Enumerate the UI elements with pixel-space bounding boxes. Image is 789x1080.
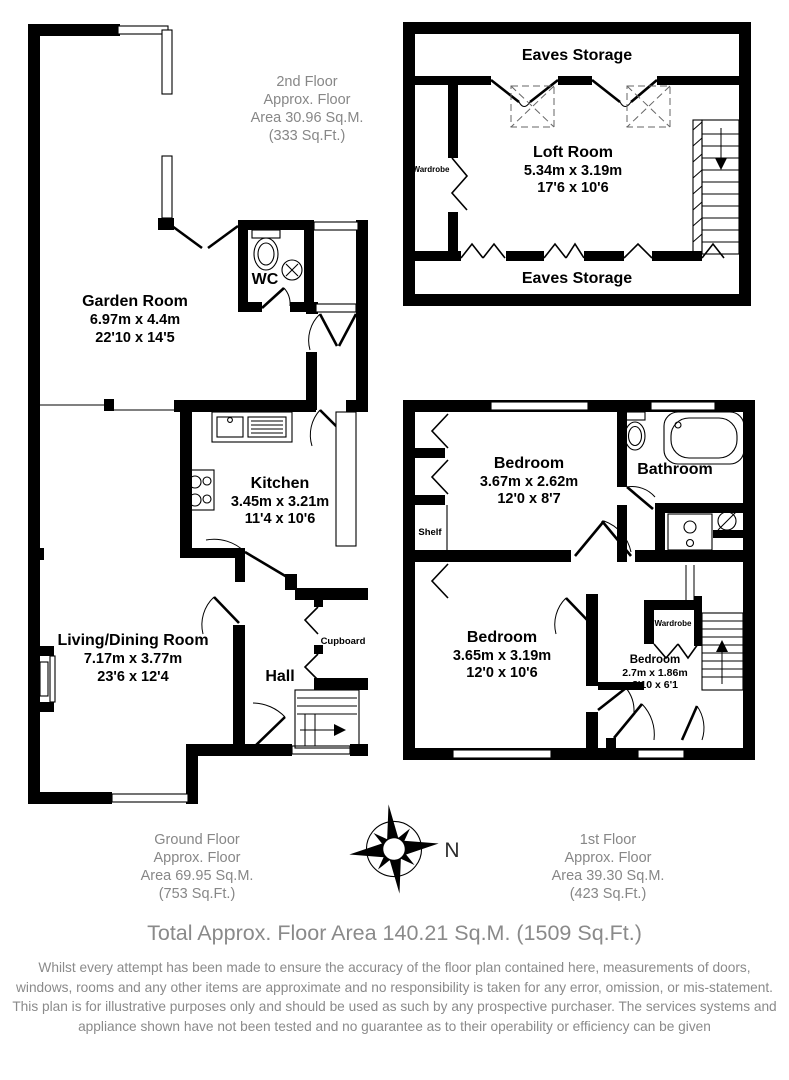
stairs-up-arrow-icon xyxy=(334,724,346,736)
stairs-up-arrow-icon xyxy=(716,640,728,652)
first-floor-windows xyxy=(453,402,715,758)
room-label-loft-wardrobe: Wardrobe xyxy=(412,165,450,174)
worktop-icon xyxy=(336,412,356,546)
sink-unit-icon xyxy=(212,412,292,442)
loft-wardrobe-door xyxy=(452,158,467,210)
total-floor-area: Total Approx. Floor Area 140.21 Sq.M. (1509 Sq.Ft.) xyxy=(147,921,642,945)
second-floor-stairs xyxy=(693,120,739,254)
first-floor-plan xyxy=(403,400,755,760)
floor-label-line: Approx. Floor xyxy=(153,850,241,866)
toilet-icon xyxy=(252,230,280,270)
room-label-living-dining: Living/Dining Room xyxy=(57,632,209,649)
floor-label-line: Ground Floor xyxy=(154,832,240,848)
room-label-loft-room: Loft Room xyxy=(533,144,613,161)
room-dim-loft-imperial: 17'6 x 10'6 xyxy=(537,180,609,196)
room-label-eaves-storage-top: Eaves Storage xyxy=(521,47,633,64)
room-label-wc: WC xyxy=(251,271,279,288)
floor-label-line: 1st Floor xyxy=(579,832,637,848)
water-tank-icon xyxy=(668,514,712,550)
room-dim-garden-room-metric: 6.97m x 4.4m xyxy=(89,312,181,328)
room-dim-kitchen-imperial: 11'4 x 10'6 xyxy=(244,511,316,527)
room-label-bedroom-2: Bedroom xyxy=(466,629,538,646)
room-dim-living-metric: 7.17m x 3.77m xyxy=(83,651,183,667)
second-floor-plan xyxy=(403,22,751,306)
room-label-garden-room: Garden Room xyxy=(82,293,188,310)
room-dim-bedroom-2-metric: 3.65m x 3.19m xyxy=(452,648,552,664)
room-dim-bedroom-1-metric: 3.67m x 2.62m xyxy=(479,474,579,490)
room-dim-garden-room-imperial: 22'10 x 14'5 xyxy=(95,330,175,346)
skylight-icon xyxy=(511,86,554,127)
north-label: N xyxy=(444,839,460,862)
basin-icon xyxy=(718,512,736,530)
ground-floor-room-labels xyxy=(57,271,365,685)
ground-floor-area-label xyxy=(141,832,254,902)
room-label-cupboard: Cupboard xyxy=(320,636,366,647)
floor-label-line: Area 69.95 Sq.M. xyxy=(140,868,254,884)
ground-floor-stairs xyxy=(295,690,359,748)
bath-icon xyxy=(664,412,744,464)
disclaimer-text: Whilst every attempt has been made to ensure the accuracy of the floor plan contained here, measurements of doors, windows, rooms and any other items are approximate and no responsibility is taken for any error, omission, or mis-statement. This plan is for illustrative purposes only and should be used as such by any prospective purchaser. The services systems and appliance shown have not been tested and no guarantee as to their operability or efficiency can be given xyxy=(12,960,777,1034)
floor-label-line: (423 Sq.Ft.) xyxy=(569,886,647,902)
room-label-bathroom: Bathroom xyxy=(637,461,713,478)
skylight-icon xyxy=(627,86,670,127)
floor-label-line: (753 Sq.Ft.) xyxy=(158,886,236,902)
first-floor-doors xyxy=(555,487,704,740)
floor-label-line: 2nd Floor xyxy=(276,74,338,90)
room-dim-bedroom-3-metric: 2.7m x 1.86m xyxy=(622,667,688,679)
room-dim-kitchen-metric: 3.45m x 3.21m xyxy=(230,494,330,510)
room-label-eaves-storage-bottom: Eaves Storage xyxy=(521,270,633,287)
room-dim-bedroom-3-imperial: 8'10 x 6'1 xyxy=(632,679,678,691)
toilet-icon xyxy=(625,412,645,450)
room-dim-living-imperial: 23'6 x 12'4 xyxy=(97,669,169,685)
first-floor-openings xyxy=(432,414,448,598)
bathroom-fixtures xyxy=(625,412,744,550)
room-label-hall: Hall xyxy=(265,668,295,685)
stairs-down-arrow-icon xyxy=(715,158,727,170)
second-floor-area-label xyxy=(251,74,364,144)
room-label-bedroom-3: Bedroom xyxy=(629,654,681,666)
first-floor-area-label xyxy=(552,832,665,902)
room-label-kitchen: Kitchen xyxy=(250,475,310,492)
room-label-wardrobe-first: Wardrobe xyxy=(654,619,692,628)
basin-icon xyxy=(282,260,302,280)
fireplace-icon xyxy=(40,656,55,702)
floor-label-line: Approx. Floor xyxy=(263,92,351,108)
room-label-shelf: Shelf xyxy=(418,527,442,538)
first-floor-room-labels xyxy=(418,455,712,691)
room-dim-bedroom-2-imperial: 12'0 x 10'6 xyxy=(466,665,538,681)
floor-label-line: Area 39.30 Sq.M. xyxy=(551,868,665,884)
room-dim-bedroom-1-imperial: 12'0 x 8'7 xyxy=(497,491,561,507)
room-dim-loft-metric: 5.34m x 3.19m xyxy=(523,163,623,179)
floor-label-line: Approx. Floor xyxy=(564,850,652,866)
floor-label-line: Area 30.96 Sq.M. xyxy=(250,110,364,126)
first-floor-walls xyxy=(403,400,755,760)
room-label-bedroom-1: Bedroom xyxy=(493,455,565,472)
floor-label-line: (333 Sq.Ft.) xyxy=(268,128,346,144)
compass-rose-icon xyxy=(344,799,460,899)
